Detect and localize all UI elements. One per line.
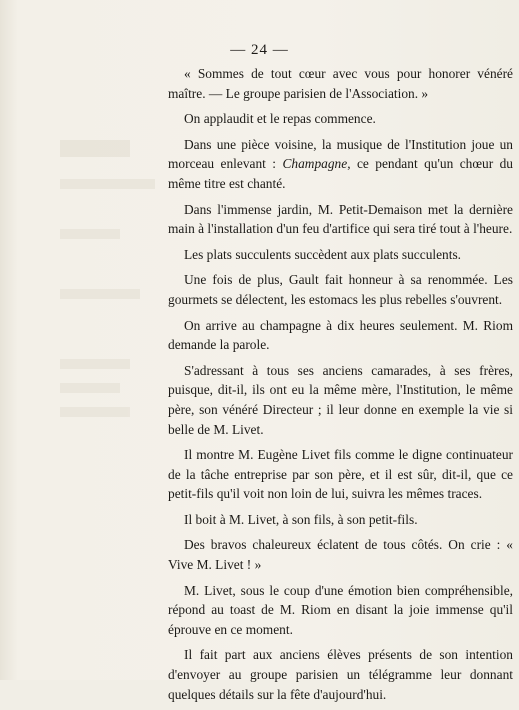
paragraph-text: , ce pendant qu'un chœur du même titre est chanté. [168,156,513,191]
page-number: — 24 — [230,42,289,58]
paragraph: Il boit à M. Livet, à son fils, à son petit-fils. [184,511,418,527]
paragraph-text: Dans une pièce voisine, la musique de l'Institution joue un morceau enlevant : [168,136,513,172]
paragraph: Des bravos chaleureux éclatent de tous côtés. On crie : « Vive M. Livet ! » [168,537,513,573]
bleed-through-decoration [60,140,160,560]
paragraph [168,135,513,194]
paragraph: Il montre M. Eugène Livet fils comme le digne continuateur de la tâche entreprise par son père, et il est sûr, dit-il, que ce petit-fils qu'il voit non loin de lui, suivra les mêmes traces. [168,447,513,502]
paragraph: Dans l'immense jardin, M. Petit-Demaison met la dernière main à l'installation d'un feu d'artifice qui sera tiré tout à l'heure. [168,201,513,237]
paragraph: M. Livet, sous le coup d'une émotion bien compréhensible, répond au toast de M. Riom en disant la joie immense qu'il éprouve en ce moment. [168,582,513,637]
body-text [168,64,513,710]
paragraph: S'adressant à tous ses anciens camarades, à ses frères, puisque, dit-il, ils ont eu la même mère, l'Institution, le même père, son vénéré Directeur ; il leur donne en exemple la vie si belle de M. Livet. [168,362,513,437]
paragraph: « Sommes de tout cœur avec vous pour honorer vénéré maître. — Le groupe parisien de l'Association. » [168,66,513,101]
italic-title: Champagne [282,156,348,172]
paragraph: Les plats succulents succèdent aux plats succulents. [184,246,462,262]
paragraph: Il fait part aux anciens élèves présents de son intention d'envoyer au groupe parisien un télégramme leur donnant quelques détails sur la fête d'aujourd'hui. [168,647,513,702]
paragraph: On applaudit et le repas commence. [184,111,376,127]
paragraph: On arrive au champagne à dix heures seulement. M. Riom demande la parole. [168,317,513,353]
paragraph: Une fois de plus, Gault fait honneur à sa renommée. Les gourmets se délectent, les estomacs les plus rebelles s'ouvrent. [168,272,513,307]
